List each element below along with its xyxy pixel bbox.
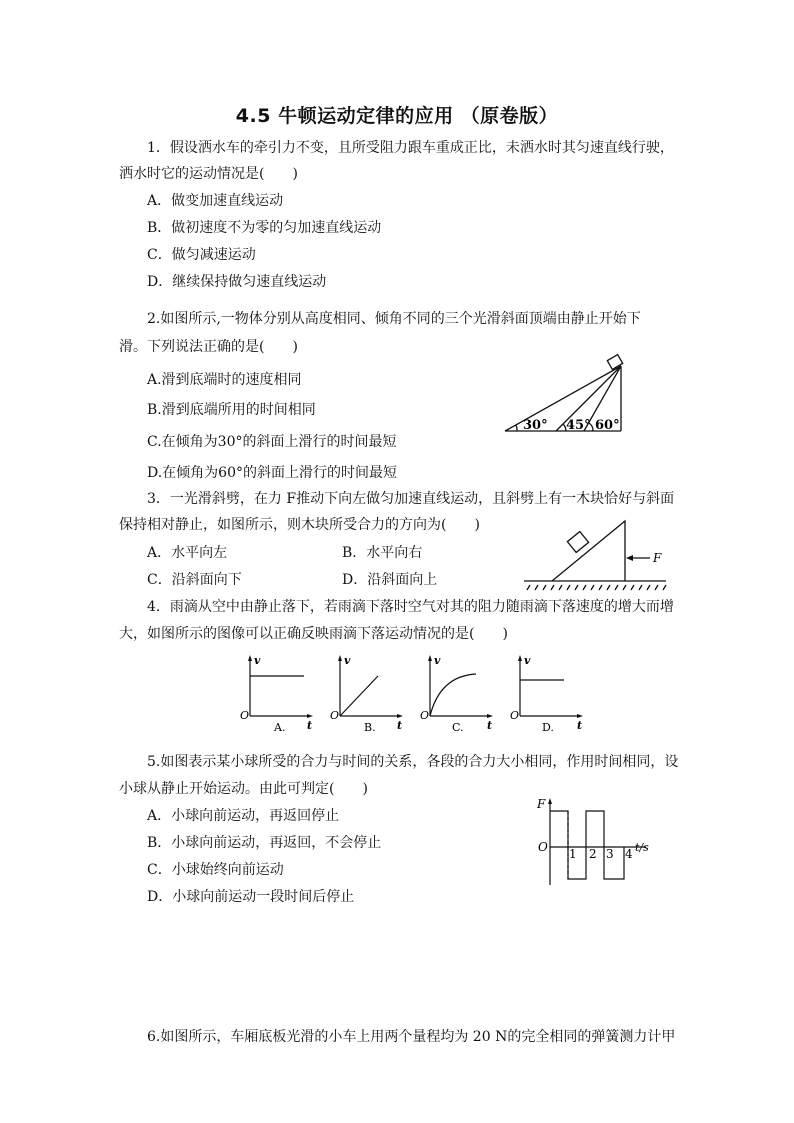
graph-a-origin: O — [240, 709, 250, 722]
graph-a — [238, 652, 318, 737]
question-5-option-c: C．小球始终向前运动 — [147, 862, 284, 878]
angle-label-60: 60° — [595, 418, 620, 433]
question-3-option-b: B．水平向右 — [342, 545, 423, 561]
question-5-option-d: D．小球向前运动一段时间后停止 — [147, 889, 355, 905]
question-1-option-b: B．做初速度不为零的匀加速直线运动 — [147, 220, 382, 236]
force-time-tick-1: 1 — [569, 847, 577, 861]
graph-d-y-label: v — [524, 654, 531, 667]
graph-b-label: B. — [364, 721, 376, 734]
force-time-tick-4: 4 — [625, 847, 633, 861]
question-5-stem-line2: 小球从静止开始运动。由此可判定( ) — [119, 781, 368, 797]
page-title: 4.5 牛顿运动定律的应用 （原卷版） — [235, 105, 559, 127]
question-3-stem-line1: 3．一光滑斜劈，在力 F推动下向左做匀加速直线运动，且斜劈上有一木块恰好与斜面 — [147, 491, 675, 507]
question-3-option-c: C．沿斜面向下 — [147, 572, 242, 588]
wedge-figure — [522, 515, 672, 592]
graph-c-label: C. — [452, 721, 464, 734]
question-5-option-b: B．小球向前运动，再返回，不会停止 — [147, 835, 382, 851]
question-1-option-d: D．继续保持做匀速直线运动 — [147, 274, 327, 290]
force-time-tick-2: 2 — [589, 847, 597, 861]
force-time-origin: O — [538, 840, 548, 854]
question-1-stem-line1: 1．假设洒水车的牵引力不变，且所受阻力跟车重成正比，未洒水时其匀速直线行驶， — [147, 140, 674, 156]
force-time-x-label: t/s — [635, 841, 649, 854]
force-time-figure — [534, 795, 659, 890]
question-1-option-c: C．做匀减速运动 — [147, 247, 256, 263]
force-time-tick-3: 3 — [606, 847, 614, 861]
graph-b-x-label: t — [397, 719, 403, 732]
graph-d-x-label: t — [577, 719, 583, 732]
graph-c-x-label: t — [487, 719, 493, 732]
question-3-option-a: A．水平向左 — [147, 545, 228, 561]
graph-b-origin: O — [330, 709, 340, 722]
question-3-option-d: D．沿斜面向上 — [342, 572, 438, 588]
inclines-figure — [500, 352, 630, 436]
question-4-stem-line2: 大，如图所示的图像可以正确反映雨滴下落运动情况的是( ) — [119, 626, 508, 642]
graph-c-origin: O — [420, 709, 430, 722]
graph-a-label: A. — [274, 721, 286, 734]
graph-b-y-label: v — [344, 654, 351, 667]
question-1-option-a: A．做变加速直线运动 — [147, 193, 284, 209]
angle-label-30: 30° — [523, 418, 548, 433]
graph-c-y-label: v — [434, 654, 441, 667]
graph-b — [328, 652, 408, 737]
question-2-stem-line1: 2.如图所示,一物体分别从高度相同、倾角不同的三个光滑斜面顶端由静止开始下 — [147, 311, 641, 327]
question-5-stem-line1: 5.如图表示某小球所受的合力与时间的关系，各段的合力大小相同，作用时间相同，设 — [147, 754, 679, 770]
question-5-option-a: A．小球向前运动，再返回停止 — [147, 808, 340, 824]
graph-a-x-label: t — [307, 719, 313, 732]
question-2-option-b: B.滑到底端所用的时间相同 — [147, 402, 316, 418]
graph-d-label: D. — [542, 721, 554, 734]
force-label: F — [653, 551, 662, 565]
graph-d — [508, 652, 588, 737]
angle-label-45: 45° — [566, 418, 591, 433]
question-6-stem-line1: 6.如图所示，车厢底板光滑的小车上用两个量程均为 20 N的完全相同的弹簧测力计甲 — [147, 1029, 676, 1045]
question-4-stem-line1: 4．雨滴从空中由静止落下，若雨滴下落时空气对其的阻力随雨滴下落速度的增大而增 — [147, 599, 674, 615]
question-3-stem-line2: 保持相对静止，如图所示，则木块所受合力的方向为( ) — [119, 517, 480, 533]
question-2-option-a: A.滑到底端时的速度相同 — [147, 372, 302, 388]
question-2-option-c: C.在倾角为30°的斜面上滑行的时间最短 — [147, 434, 397, 450]
question-2-option-d: D.在倾角为60°的斜面上滑行的时间最短 — [147, 465, 397, 481]
question-1-stem-line2: 洒水时它的运动情况是( ) — [119, 166, 298, 182]
question-2-stem-line2: 滑。下列说法正确的是( ) — [119, 339, 298, 355]
graph-c — [418, 652, 498, 737]
force-time-y-label: F — [537, 797, 546, 811]
graph-d-origin: O — [510, 709, 520, 722]
graph-a-y-label: v — [254, 654, 261, 667]
